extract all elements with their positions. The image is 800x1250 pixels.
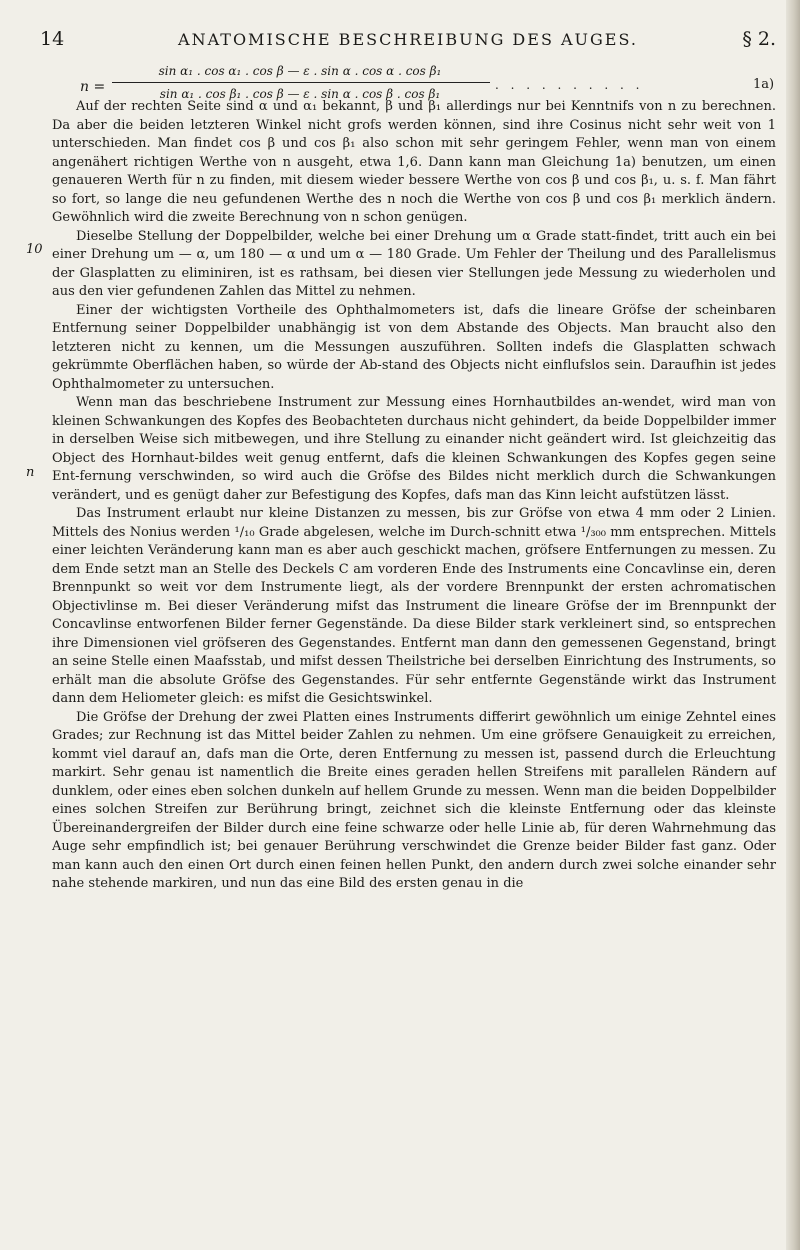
page-number: 14 <box>40 28 65 50</box>
running-title: ANATOMISCHE BESCHREIBUNG DES AUGES. <box>178 30 638 49</box>
margin-line-number: n <box>26 465 35 480</box>
paragraph: Einer der wichtigsten Vortheile des Ophthalmometers ist, dafs die lineare Gröfse der scheinbaren Entfernung seiner Doppelbilder unabhängig ist von dem Abstande des Objects. Man braucht also den letzteren nicht zu kennen, um die Messungen auszuführen. Sollten indefs die Glasplatten schwach gekrümmte Oberflächen haben, so würde der Ab-stand des Objects nicht einflufslos sein. Daraufhin ist jedes Ophthalmometer zu untersuchen. <box>52 302 776 392</box>
margin-line-number: 10 <box>26 242 43 257</box>
equation-numerator: sin α₁ . cos α₁ . cos β — ε . sin α . cos α . cos β₁ <box>158 64 442 78</box>
equation-lhs: n = <box>80 79 106 95</box>
fraction-bar <box>112 82 490 83</box>
paragraph: Die Gröfse der Drehung der zwei Platten eines Instruments differirt gewöhnlich um einige Zehntel eines Grades; zur Rechnung ist das Mittel beider Zahlen zu nehmen. Um eine gröfsere Genauigkeit zu erreichen, kommt viel darauf an, dafs man die Orte, deren Entfernung zu messen ist, passend durch die Erleuchtung markirt. Sehr genau ist namentlich die Breite eines geraden hellen Streifens mit parallelen Rändern auf dunklem, oder eines eben solchen dunkeln auf hellem Grunde zu messen. Wenn man die beiden Doppelbilder eines solchen Streifen zur Berührung bringt, zeichnet sich die kleinste Entfernung oder das kleinste Übereinandergreifen der Bilder durch eine feine schwarze oder helle Linie ab, für deren Wahrnehmung das Auge sehr empfindlich ist; bei genauer Berührung verschwindet die Grenze beider Bilder fast ganz. Oder man kann auch den einen Ort durch einen feinen hellen Punkt, den andern durch zwei solche einander sehr nahe stehende markiren, und nun das eine Bild des ersten genau in die <box>52 709 776 891</box>
paragraph: Auf der rechten Seite sind α und α₁ bekannt, β und β₁ allerdings nur bei Kenntnifs von n zu berechnen. Da aber die beiden letzteren Winkel nicht grofs werden können, sind ihre Cosinus nicht sehr weit von 1 unterschieden. Man findet cos β und cos β₁ also schon mit sehr geringem Fehler, wenn man von einem angenähert richtigen Werthe von n ausgeht, etwa 1,6. Dann kann man Gleichung 1a) benutzen, um einen genaueren Werth für n zu finden, mit diesem wieder bessere Werthe von cos β und cos β₁, u. s. f. Man fährt so fort, so lange die neu gefundenen Werthe des n noch die Werthe von cos β und cos β₁ merklich ändern. Gewöhnlich wird die zweite Berechnung von n schon genügen. <box>52 99 776 225</box>
paragraph: Wenn man das beschriebene Instrument zur Messung eines Hornhautbildes an-wendet, wird man von kleinen Schwankungen des Kopfes des Beobachteten durchaus nicht gehindert, da beide Doppelbilder immer in derselben Weise sich mitbewegen, und ihre Stellung zu einander nicht geändert wird. Ist gleichzeitig das Object des Hornhaut-bildes weit genug entfernt, dafs die kleinen Schwankungen des Kopfes gegen seine Ent-fernung verschwinden, so wird auch die Gröfse des Bildes nicht merklich durch die Schwankungen verändert, und es genügt daher zur Befestigung des Kopfes, dafs man das Kinn leicht aufstützen lässt. <box>52 395 776 503</box>
section-number: § 2. <box>742 28 776 50</box>
equation-number: 1a) <box>753 77 775 92</box>
page-edge <box>786 0 800 1250</box>
paragraph: Das Instrument erlaubt nur kleine Distanzen zu messen, bis zur Gröfse von etwa 4 mm oder 2 Linien. Mittels des Nonius werden ¹/₁₀ Grade abgelesen, welche im Durch-schnitt etwa ¹/₃₀₀ mm entsprechen. Mittels einer leichten Veränderung kann man es aber auch geschickt machen, gröfsere Entfernungen zu messen. Zu dem Ende setzt man an Stelle des Deckels C am vorderen Ende des Instruments eine Concavlinse ein, deren Brennpunkt so weit vor dem Instrumente liegt, als der vordere Brennpunkt der ersten achromatischen Objectivlinse m. Bei dieser Veränderung mifst das Instrument die lineare Gröfse der im Brennpunkt der Concavlinse entworfenen Bilder ferner Gegenstände. Da diese Bilder stark verkleinert sind, so entsprechen ihre Dimensionen viel gröfseren des Gegenstandes. Entfernt man dann den gemessenen Gegenstand, bringt an seine Stelle einen Maafsstab, und mifst dessen Theilstriche bei derselben Einrichtung des Instruments, so erhält man die absolute Gröfse des Gegenstandes. Für sehr entfernte Gegenstände wirkt das Instrument dann dem Heliometer gleich: es mifst die Gesichtswinkel. <box>52 506 776 706</box>
equation-denominator: sin α₁ . cos β₁ . cos β — ε . sin α . cos β . cos β₁ <box>159 87 441 101</box>
body-text <box>52 98 776 894</box>
running-header <box>40 28 776 54</box>
paragraph: Dieselbe Stellung der Doppelbilder, welche bei einer Drehung um α Grade statt-findet, tritt auch ein bei einer Drehung um — α, um 180 — α und um α — 180 Grade. Um Fehler der Theilung und des Parallelismus der Glasplatten zu eliminiren, ist es rathsam, bei diesen vier Stellungen jede Messung zu wiederholen und aus den vier gefundenen Zahlen das Mittel zu nehmen. <box>52 228 776 299</box>
equation-leader-dots: . . . . . . . . . . <box>495 78 644 92</box>
